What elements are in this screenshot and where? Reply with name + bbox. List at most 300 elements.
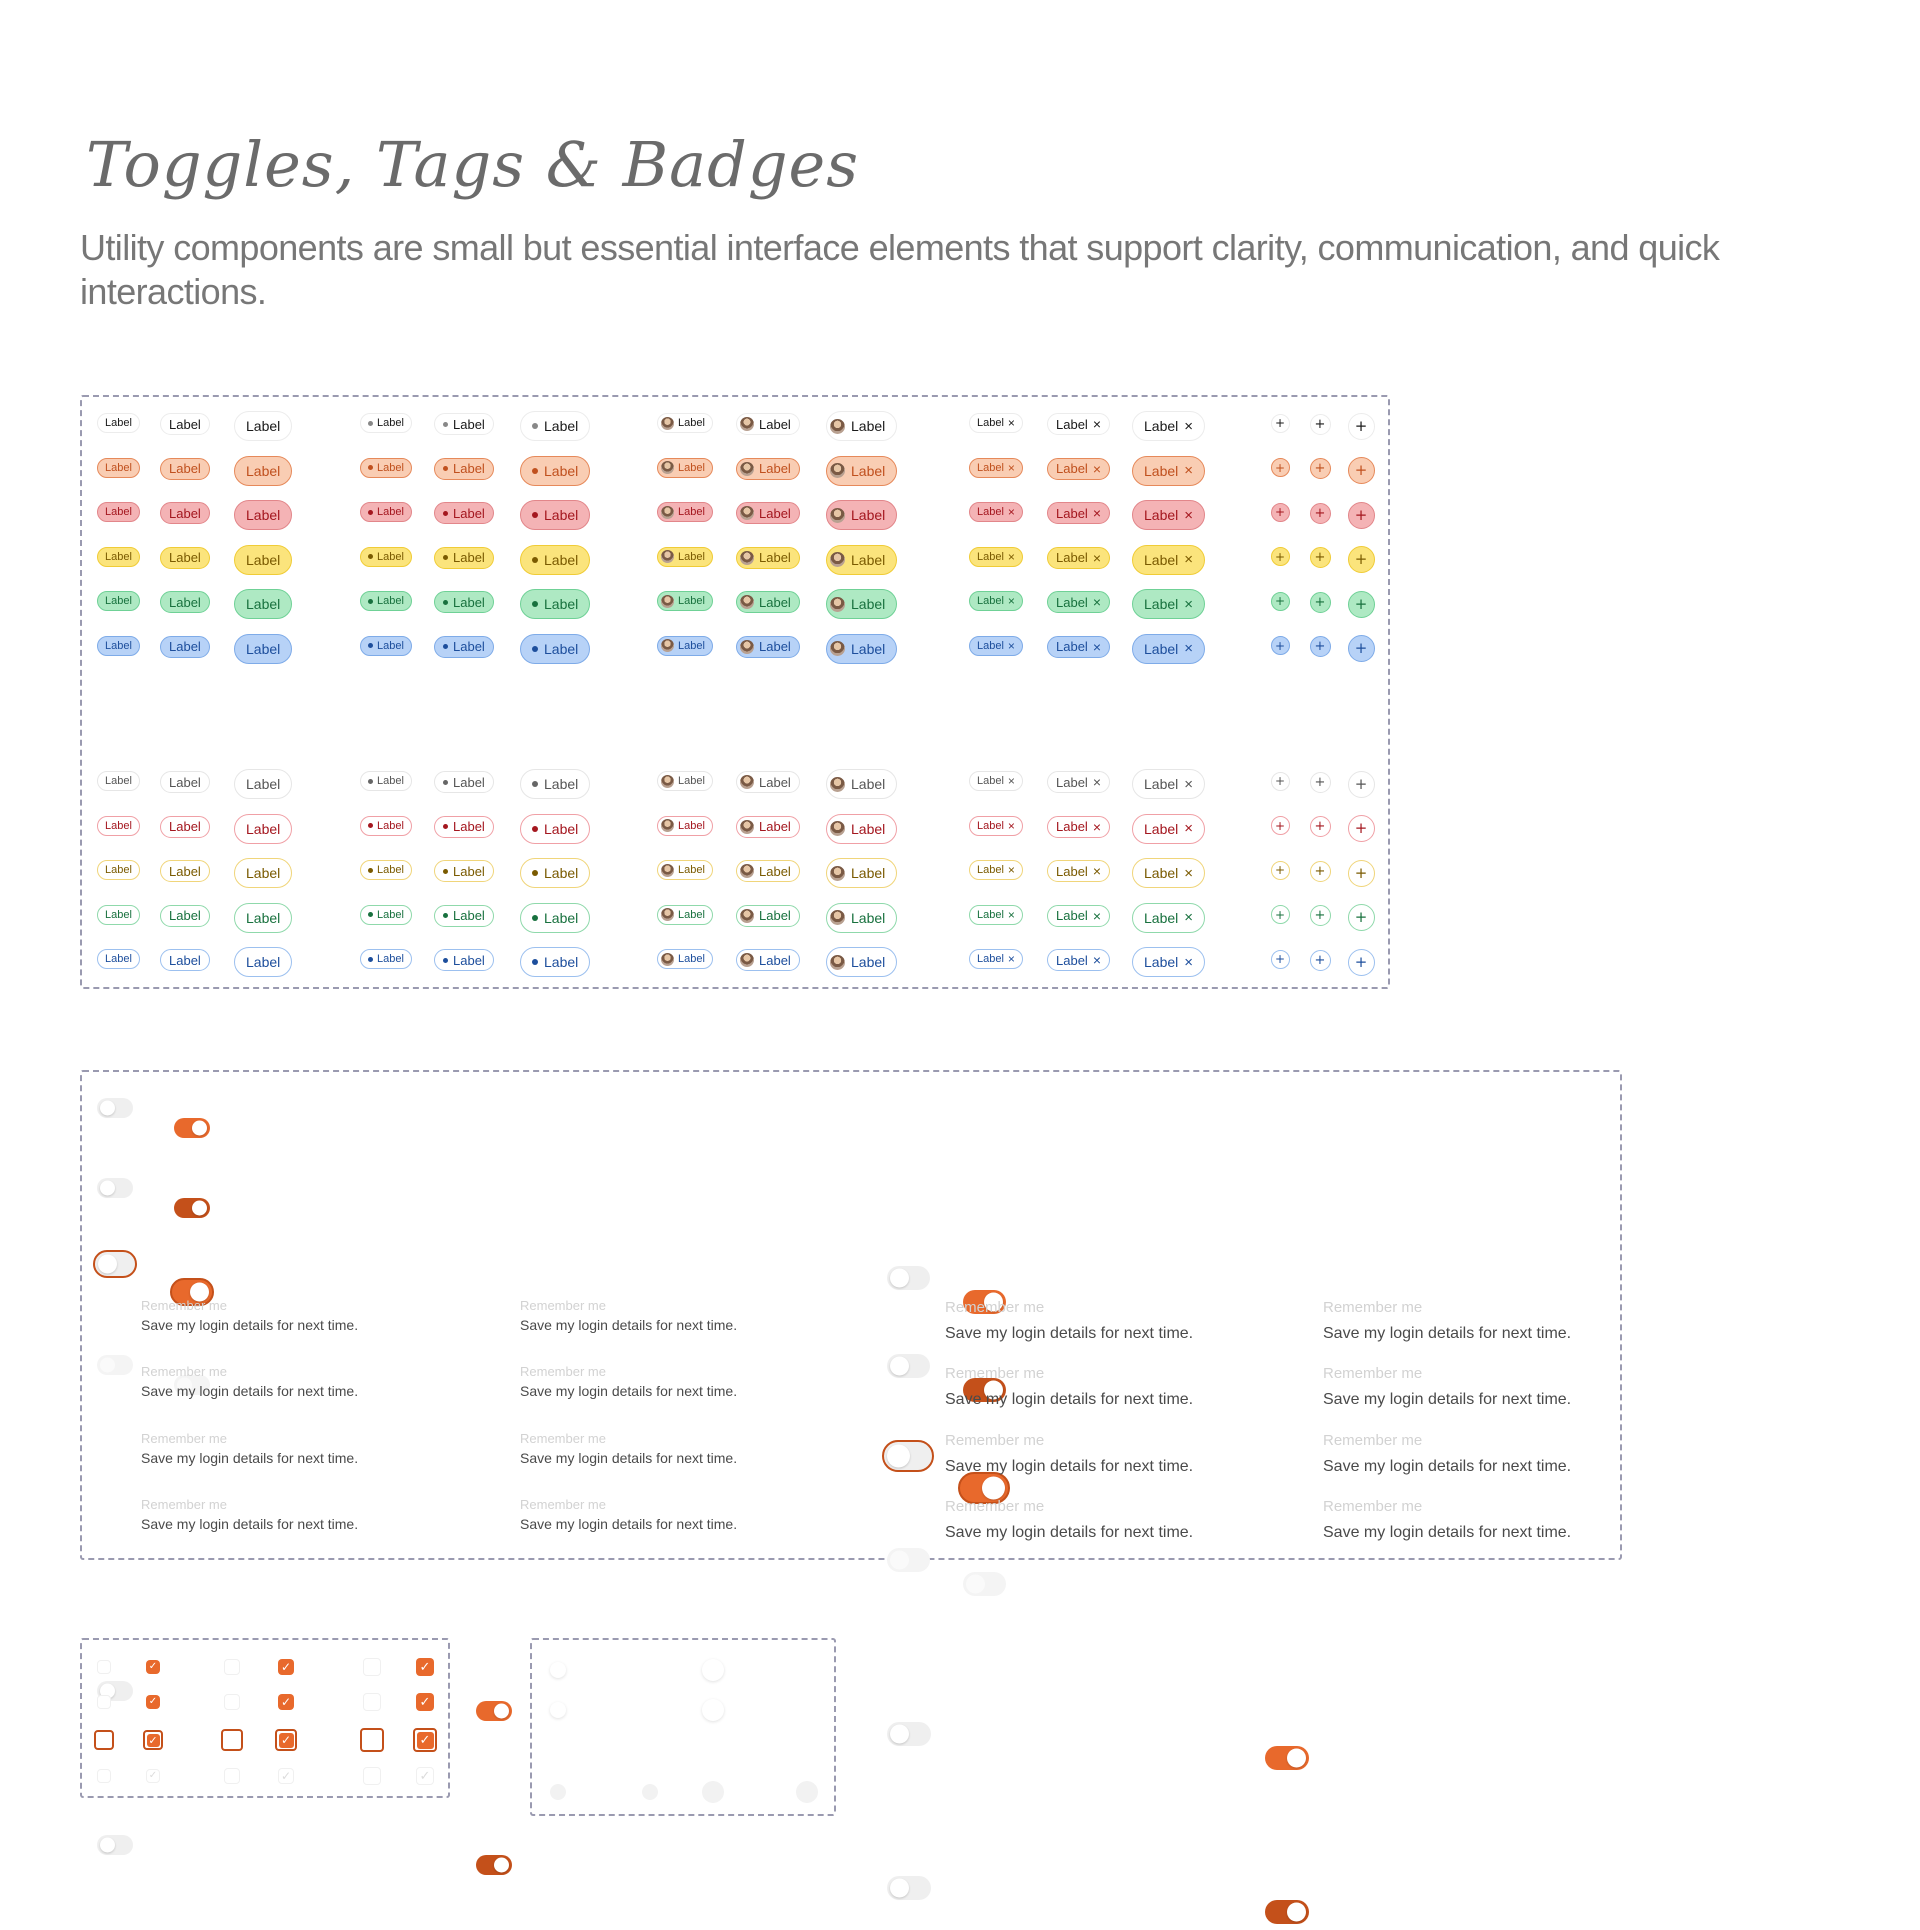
status-dot-icon bbox=[532, 468, 538, 474]
avatar-icon bbox=[830, 597, 845, 612]
avatar-icon bbox=[740, 864, 754, 878]
tag-removable-orange-sm[interactable] bbox=[969, 458, 1023, 478]
tag-dot-red-md[interactable] bbox=[434, 502, 494, 524]
add-tag-button-green-md[interactable] bbox=[1310, 950, 1331, 971]
checkbox-checked-focus[interactable] bbox=[413, 1728, 437, 1752]
close-icon[interactable]: × bbox=[1007, 594, 1015, 608]
plus-icon: + bbox=[1314, 639, 1326, 654]
tag-dot-neutral-md[interactable] bbox=[434, 413, 494, 435]
tag-dot-orange-sm[interactable] bbox=[360, 816, 412, 836]
toggle-on-sm-hover[interactable] bbox=[174, 1198, 210, 1218]
close-icon[interactable]: × bbox=[1092, 416, 1101, 432]
add-tag-button-yellow-md[interactable] bbox=[1310, 547, 1331, 568]
tag-label: Label bbox=[1056, 416, 1088, 432]
checkbox-unchecked-default[interactable] bbox=[363, 1658, 381, 1676]
tag-label: Label bbox=[105, 908, 132, 921]
toggle-knob bbox=[192, 1121, 207, 1136]
tag-dot-neutral-sm[interactable] bbox=[360, 771, 412, 791]
tag-removable-neutral-sm[interactable] bbox=[969, 413, 1023, 433]
close-icon[interactable]: × bbox=[1092, 549, 1101, 566]
tag-avatar-orange-sm[interactable] bbox=[657, 458, 713, 478]
tag-dot-orange-sm[interactable] bbox=[360, 458, 412, 478]
tag-dot-red-lg[interactable] bbox=[520, 858, 590, 888]
tag-avatar-green-lg[interactable] bbox=[826, 589, 897, 619]
tag-avatar-red-lg[interactable] bbox=[826, 500, 897, 530]
tag-plain-orange-sm[interactable] bbox=[97, 816, 140, 836]
tag-plain-red-lg[interactable] bbox=[234, 500, 292, 530]
tag-removable-neutral-lg[interactable] bbox=[1132, 769, 1205, 799]
tag-avatar-neutral-lg[interactable] bbox=[826, 769, 897, 799]
tag-label: Label bbox=[678, 953, 705, 965]
tag-label: Label bbox=[1056, 908, 1088, 923]
tag-removable-green-lg[interactable] bbox=[1132, 589, 1205, 619]
add-tag-button-orange-lg[interactable] bbox=[1348, 457, 1375, 484]
add-tag-button-yellow-lg[interactable] bbox=[1348, 546, 1375, 573]
tag-label: Label bbox=[977, 908, 1004, 921]
close-icon[interactable]: × bbox=[1092, 460, 1101, 477]
tag-removable-yellow-sm[interactable] bbox=[969, 905, 1023, 925]
tag-removable-red-md[interactable] bbox=[1047, 502, 1110, 524]
add-tag-button-yellow-lg[interactable] bbox=[1348, 904, 1375, 931]
tag-label: Label bbox=[377, 953, 404, 965]
toggle-off-md-hover[interactable] bbox=[887, 1354, 930, 1378]
tag-avatar-green-sm[interactable] bbox=[657, 949, 713, 969]
tag-avatar-green-md[interactable] bbox=[736, 949, 800, 971]
switch-off-sm-hover[interactable] bbox=[550, 1702, 566, 1718]
tag-plain-red-sm[interactable] bbox=[97, 502, 140, 522]
tag-avatar-blue-md[interactable] bbox=[736, 636, 800, 658]
close-icon[interactable]: × bbox=[1184, 864, 1194, 882]
tag-removable-neutral-sm[interactable] bbox=[969, 771, 1023, 791]
tag-removable-green-md[interactable] bbox=[1047, 591, 1110, 613]
tag-removable-blue-lg[interactable] bbox=[1132, 634, 1205, 664]
close-icon[interactable]: × bbox=[1007, 818, 1015, 833]
tag-removable-green-sm[interactable] bbox=[969, 591, 1023, 611]
tag-dot-neutral-lg[interactable] bbox=[520, 769, 590, 799]
tag-label: Label bbox=[759, 505, 791, 521]
status-dot-icon bbox=[532, 601, 538, 607]
plus-icon: + bbox=[1314, 505, 1326, 521]
add-tag-button-blue-sm[interactable] bbox=[1271, 636, 1290, 655]
close-icon[interactable]: × bbox=[1184, 820, 1194, 837]
tag-label: Label bbox=[105, 639, 132, 652]
status-dot-icon bbox=[443, 958, 448, 963]
add-tag-button-orange-sm[interactable] bbox=[1271, 458, 1290, 477]
checkbox-unchecked-focus[interactable] bbox=[221, 1729, 243, 1751]
tag-avatar-yellow-lg[interactable] bbox=[826, 903, 897, 933]
tag-plain-green-md[interactable] bbox=[160, 591, 210, 613]
tag-avatar-blue-lg[interactable] bbox=[826, 634, 897, 664]
tag-avatar-yellow-sm[interactable] bbox=[657, 905, 713, 925]
tag-avatar-red-md[interactable] bbox=[736, 860, 800, 882]
close-icon[interactable]: × bbox=[1007, 416, 1015, 430]
tag-removable-orange-md[interactable] bbox=[1047, 458, 1110, 480]
toggle-title: Remember me bbox=[520, 1497, 606, 1512]
tag-dot-blue-lg[interactable] bbox=[520, 634, 590, 664]
labelled-toggle-off-md-hover[interactable] bbox=[887, 1876, 931, 1900]
tag-avatar-green-sm[interactable] bbox=[657, 591, 713, 611]
add-tag-button-yellow-sm[interactable] bbox=[1271, 547, 1290, 566]
tag-avatar-orange-lg[interactable] bbox=[826, 814, 897, 844]
add-tag-button-orange-md[interactable] bbox=[1310, 458, 1331, 479]
checkbox-unchecked-focus[interactable] bbox=[94, 1730, 114, 1750]
tag-label: Label bbox=[105, 550, 132, 563]
close-icon[interactable]: × bbox=[1007, 863, 1015, 877]
close-icon[interactable]: × bbox=[1007, 952, 1015, 966]
checkbox-checked-hover[interactable] bbox=[416, 1693, 434, 1711]
tag-avatar-red-md[interactable] bbox=[736, 502, 800, 524]
checkbox-checked-disabled[interactable] bbox=[278, 1768, 294, 1784]
tag-dot-red-sm[interactable] bbox=[360, 502, 412, 522]
toggle-on-md-disabled[interactable] bbox=[963, 1572, 1006, 1596]
tag-dot-neutral-md[interactable] bbox=[434, 771, 494, 793]
tag-plain-green-md[interactable] bbox=[160, 949, 210, 971]
tag-label: Label bbox=[851, 507, 886, 523]
tag-dot-red-lg[interactable] bbox=[520, 500, 590, 530]
add-tag-button-blue-md[interactable] bbox=[1310, 636, 1331, 657]
tag-removable-orange-lg[interactable] bbox=[1132, 456, 1205, 486]
toggle-off-sm-hover[interactable] bbox=[97, 1178, 133, 1198]
plus-icon: + bbox=[1314, 550, 1326, 565]
tag-avatar-blue-sm[interactable] bbox=[657, 636, 713, 656]
tag-plain-yellow-lg[interactable] bbox=[234, 903, 292, 933]
tag-removable-red-sm[interactable] bbox=[969, 860, 1023, 880]
close-icon[interactable]: × bbox=[1007, 505, 1015, 519]
tag-plain-neutral-lg[interactable] bbox=[234, 411, 292, 441]
plus-icon: + bbox=[1314, 952, 1326, 968]
tag-removable-green-md[interactable] bbox=[1047, 949, 1110, 971]
add-tag-button-green-lg[interactable] bbox=[1348, 591, 1375, 618]
tag-plain-neutral-md[interactable] bbox=[160, 413, 210, 435]
tag-dot-blue-md[interactable] bbox=[434, 636, 494, 658]
add-tag-button-neutral-md[interactable] bbox=[1310, 772, 1331, 793]
tag-label: Label bbox=[1056, 952, 1088, 968]
checkbox-checked-hover[interactable] bbox=[146, 1695, 160, 1709]
tag-removable-orange-md[interactable] bbox=[1047, 816, 1110, 838]
tag-label: Label bbox=[453, 952, 485, 968]
tag-avatar-orange-md[interactable] bbox=[736, 458, 800, 480]
tag-removable-green-lg[interactable] bbox=[1132, 947, 1205, 977]
tag-dot-yellow-lg[interactable] bbox=[520, 903, 590, 933]
labelled-toggle-off-sm-hover[interactable] bbox=[97, 1835, 133, 1855]
toggle-title: Remember me bbox=[1323, 1432, 1423, 1449]
tag-plain-yellow-lg[interactable] bbox=[234, 545, 292, 575]
tag-removable-red-lg[interactable] bbox=[1132, 858, 1205, 888]
tag-label: Label bbox=[169, 819, 201, 834]
checkbox-checked-disabled[interactable] bbox=[146, 1769, 160, 1783]
close-icon[interactable]: × bbox=[1092, 818, 1101, 835]
add-tag-button-neutral-md[interactable] bbox=[1310, 414, 1331, 435]
checkbox-unchecked-hover[interactable] bbox=[97, 1695, 111, 1709]
switch-off-lg-hover[interactable] bbox=[702, 1699, 724, 1721]
tag-removable-yellow-lg[interactable] bbox=[1132, 545, 1205, 575]
tag-plain-neutral-sm[interactable] bbox=[97, 771, 140, 791]
add-tag-button-red-sm[interactable] bbox=[1271, 503, 1290, 522]
tag-dot-green-sm[interactable] bbox=[360, 591, 412, 611]
add-tag-button-green-sm[interactable] bbox=[1271, 950, 1290, 969]
checkbox-checked-focus[interactable] bbox=[143, 1730, 163, 1750]
close-icon[interactable]: × bbox=[1184, 462, 1194, 479]
toggle-off-md-default[interactable] bbox=[887, 1266, 930, 1290]
tag-plain-green-sm[interactable] bbox=[97, 949, 140, 969]
add-tag-button-red-md[interactable] bbox=[1310, 503, 1331, 524]
tag-label: Label bbox=[377, 908, 404, 921]
close-icon[interactable]: × bbox=[1007, 460, 1015, 475]
tag-plain-red-md[interactable] bbox=[160, 860, 210, 882]
toggle-knob bbox=[100, 1358, 115, 1373]
tag-avatar-neutral-lg[interactable] bbox=[826, 411, 897, 441]
avatar-icon bbox=[661, 595, 674, 608]
tag-plain-yellow-md[interactable] bbox=[160, 905, 210, 927]
checkbox-checked-hover[interactable] bbox=[278, 1694, 294, 1710]
tag-avatar-yellow-sm[interactable] bbox=[657, 547, 713, 567]
add-tag-button-neutral-sm[interactable] bbox=[1271, 414, 1290, 433]
add-tag-button-neutral-sm[interactable] bbox=[1271, 772, 1290, 791]
tag-plain-red-sm[interactable] bbox=[97, 860, 140, 880]
tag-avatar-green-lg[interactable] bbox=[826, 947, 897, 977]
tag-avatar-yellow-md[interactable] bbox=[736, 547, 800, 569]
close-icon[interactable]: × bbox=[1092, 505, 1101, 521]
tag-removable-neutral-md[interactable] bbox=[1047, 771, 1110, 793]
add-tag-button-green-lg[interactable] bbox=[1348, 949, 1375, 976]
tag-avatar-neutral-md[interactable] bbox=[736, 771, 800, 793]
tag-removable-blue-md[interactable] bbox=[1047, 636, 1110, 658]
tag-plain-yellow-sm[interactable] bbox=[97, 547, 140, 567]
add-tag-button-red-md[interactable] bbox=[1310, 861, 1331, 882]
status-dot-icon bbox=[368, 823, 373, 828]
close-icon[interactable]: × bbox=[1092, 907, 1101, 924]
tag-dot-orange-lg[interactable] bbox=[520, 456, 590, 486]
tag-removable-yellow-md[interactable] bbox=[1047, 905, 1110, 927]
close-icon[interactable]: × bbox=[1184, 953, 1194, 971]
switch-off-lg-disabled[interactable] bbox=[702, 1781, 724, 1803]
checkbox-unchecked-hover[interactable] bbox=[363, 1693, 381, 1711]
tag-avatar-yellow-lg[interactable] bbox=[826, 545, 897, 575]
tag-dot-green-lg[interactable] bbox=[520, 589, 590, 619]
tag-removable-yellow-md[interactable] bbox=[1047, 547, 1110, 569]
close-icon[interactable]: × bbox=[1184, 506, 1194, 524]
close-icon[interactable]: × bbox=[1007, 638, 1015, 653]
tag-plain-neutral-md[interactable] bbox=[160, 771, 210, 793]
add-tag-button-red-sm[interactable] bbox=[1271, 861, 1290, 880]
tag-avatar-green-md[interactable] bbox=[736, 591, 800, 613]
add-tag-button-neutral-lg[interactable] bbox=[1348, 771, 1375, 798]
tag-plain-yellow-md[interactable] bbox=[160, 547, 210, 569]
tag-dot-blue-sm[interactable] bbox=[360, 636, 412, 656]
checkbox-checked-focus[interactable] bbox=[275, 1729, 297, 1751]
close-icon[interactable]: × bbox=[1092, 863, 1101, 879]
tag-label: Label bbox=[1144, 865, 1179, 881]
add-tag-button-orange-sm[interactable] bbox=[1271, 816, 1290, 835]
tag-removable-orange-lg[interactable] bbox=[1132, 814, 1205, 844]
tag-plain-blue-sm[interactable] bbox=[97, 636, 140, 656]
tag-removable-green-sm[interactable] bbox=[969, 949, 1023, 969]
tag-removable-orange-sm[interactable] bbox=[969, 816, 1023, 836]
tag-dot-orange-lg[interactable] bbox=[520, 814, 590, 844]
tag-plain-green-lg[interactable] bbox=[234, 947, 292, 977]
toggle-off-md-disabled[interactable] bbox=[887, 1548, 930, 1572]
avatar-icon bbox=[740, 820, 754, 834]
tag-plain-red-lg[interactable] bbox=[234, 858, 292, 888]
labelled-toggle-off-md-default[interactable] bbox=[887, 1722, 931, 1746]
add-tag-button-yellow-md[interactable] bbox=[1310, 905, 1331, 926]
tag-plain-neutral-sm[interactable] bbox=[97, 413, 140, 433]
checkbox-unchecked-hover[interactable] bbox=[224, 1694, 240, 1710]
close-icon[interactable]: × bbox=[1092, 774, 1101, 790]
add-tag-button-yellow-sm[interactable] bbox=[1271, 905, 1290, 924]
toggle-off-sm-default[interactable] bbox=[97, 1098, 133, 1118]
tag-removable-blue-sm[interactable] bbox=[969, 636, 1023, 656]
labelled-toggle-on-sm-default[interactable] bbox=[476, 1701, 512, 1721]
tag-plain-red-md[interactable] bbox=[160, 502, 210, 524]
tag-removable-red-lg[interactable] bbox=[1132, 500, 1205, 530]
switch-on-sm-disabled[interactable] bbox=[642, 1784, 658, 1800]
checkbox-checked-default[interactable] bbox=[416, 1658, 434, 1676]
tag-dot-red-sm[interactable] bbox=[360, 860, 412, 880]
tag-plain-blue-lg[interactable] bbox=[234, 634, 292, 664]
close-icon[interactable]: × bbox=[1092, 638, 1101, 655]
avatar-icon bbox=[661, 864, 674, 877]
tag-label: Label bbox=[377, 506, 404, 518]
checkbox-checked-disabled[interactable] bbox=[416, 1767, 434, 1785]
avatar-icon bbox=[830, 508, 845, 523]
add-tag-button-red-lg[interactable] bbox=[1348, 502, 1375, 529]
add-tag-button-red-lg[interactable] bbox=[1348, 860, 1375, 887]
toggle-off-sm-focus[interactable] bbox=[93, 1250, 137, 1278]
tag-label: Label bbox=[453, 908, 485, 923]
checkbox-checked-default[interactable] bbox=[146, 1660, 160, 1674]
checkbox-checked-default[interactable] bbox=[278, 1659, 294, 1675]
toggle-on-sm-default[interactable] bbox=[174, 1118, 210, 1138]
tag-plain-yellow-sm[interactable] bbox=[97, 905, 140, 925]
tag-plain-orange-sm[interactable] bbox=[97, 458, 140, 478]
tag-plain-orange-md[interactable] bbox=[160, 816, 210, 838]
plus-icon: + bbox=[1314, 863, 1326, 879]
tag-label: Label bbox=[169, 505, 201, 521]
plus-icon: + bbox=[1314, 594, 1326, 610]
tag-avatar-yellow-md[interactable] bbox=[736, 905, 800, 927]
tag-dot-yellow-md[interactable] bbox=[434, 905, 494, 927]
tag-removable-yellow-lg[interactable] bbox=[1132, 903, 1205, 933]
tag-removable-neutral-md[interactable] bbox=[1047, 413, 1110, 435]
tag-label: Label bbox=[169, 594, 201, 610]
tag-avatar-red-sm[interactable] bbox=[657, 502, 713, 522]
plus-icon: + bbox=[1314, 774, 1326, 790]
tag-dot-neutral-lg[interactable] bbox=[520, 411, 590, 441]
tag-avatar-orange-lg[interactable] bbox=[826, 456, 897, 486]
tag-dot-yellow-sm[interactable] bbox=[360, 547, 412, 567]
tag-avatar-orange-md[interactable] bbox=[736, 816, 800, 838]
tag-dot-orange-md[interactable] bbox=[434, 816, 494, 838]
tag-dot-neutral-sm[interactable] bbox=[360, 413, 412, 433]
close-icon[interactable]: × bbox=[1184, 640, 1194, 657]
tag-dot-yellow-md[interactable] bbox=[434, 547, 494, 569]
labelled-toggle-on-md-hover[interactable] bbox=[1265, 1900, 1309, 1924]
tag-plain-green-sm[interactable] bbox=[97, 591, 140, 611]
toggle-title: Remember me bbox=[1323, 1498, 1423, 1515]
tag-dot-green-lg[interactable] bbox=[520, 947, 590, 977]
switch-off-sm-default[interactable] bbox=[550, 1662, 566, 1678]
labelled-toggle-on-sm-hover[interactable] bbox=[476, 1855, 512, 1875]
tag-label: Label bbox=[544, 418, 579, 434]
tag-removable-red-sm[interactable] bbox=[969, 502, 1023, 522]
close-icon[interactable]: × bbox=[1092, 952, 1101, 968]
checkbox-unchecked-disabled[interactable] bbox=[363, 1767, 381, 1785]
tag-plain-neutral-lg[interactable] bbox=[234, 769, 292, 799]
tag-plain-orange-lg[interactable] bbox=[234, 456, 292, 486]
tag-avatar-red-lg[interactable] bbox=[826, 858, 897, 888]
labelled-toggle-on-md-default[interactable] bbox=[1265, 1746, 1309, 1770]
checkbox-unchecked-default[interactable] bbox=[224, 1659, 240, 1675]
tag-dot-orange-md[interactable] bbox=[434, 458, 494, 480]
add-tag-button-green-md[interactable] bbox=[1310, 592, 1331, 613]
switch-on-lg-disabled[interactable] bbox=[796, 1781, 818, 1803]
tag-dot-yellow-lg[interactable] bbox=[520, 545, 590, 575]
plus-icon: + bbox=[1354, 416, 1368, 435]
toggle-off-sm-disabled[interactable] bbox=[97, 1355, 133, 1375]
close-icon[interactable]: × bbox=[1092, 594, 1101, 610]
avatar-icon bbox=[830, 866, 845, 881]
tag-label: Label bbox=[169, 908, 201, 923]
checkbox-unchecked-default[interactable] bbox=[97, 1660, 111, 1674]
tag-plain-orange-md[interactable] bbox=[160, 458, 210, 480]
close-icon[interactable]: × bbox=[1007, 774, 1015, 788]
tag-label: Label bbox=[544, 596, 579, 612]
close-icon[interactable]: × bbox=[1184, 775, 1194, 793]
add-tag-button-orange-lg[interactable] bbox=[1348, 815, 1375, 842]
close-icon[interactable]: × bbox=[1184, 909, 1194, 926]
tag-plain-orange-lg[interactable] bbox=[234, 814, 292, 844]
add-tag-button-neutral-lg[interactable] bbox=[1348, 413, 1375, 440]
tag-removable-neutral-lg[interactable] bbox=[1132, 411, 1205, 441]
tag-label: Label bbox=[453, 639, 485, 654]
switch-off-lg-default[interactable] bbox=[702, 1659, 724, 1681]
tag-dot-red-md[interactable] bbox=[434, 860, 494, 882]
tag-dot-green-md[interactable] bbox=[434, 591, 494, 613]
close-icon[interactable]: × bbox=[1184, 595, 1194, 613]
tag-label: Label bbox=[678, 550, 705, 563]
checkbox-unchecked-disabled[interactable] bbox=[224, 1768, 240, 1784]
tag-plain-blue-md[interactable] bbox=[160, 636, 210, 658]
add-tag-button-orange-md[interactable] bbox=[1310, 816, 1331, 837]
tag-plain-green-lg[interactable] bbox=[234, 589, 292, 619]
tag-dot-green-sm[interactable] bbox=[360, 949, 412, 969]
plus-icon: + bbox=[1354, 863, 1368, 882]
checkbox-unchecked-disabled[interactable] bbox=[97, 1769, 111, 1783]
tag-avatar-red-sm[interactable] bbox=[657, 860, 713, 880]
tag-avatar-neutral-md[interactable] bbox=[736, 413, 800, 435]
close-icon[interactable]: × bbox=[1184, 417, 1194, 435]
tag-dot-green-md[interactable] bbox=[434, 949, 494, 971]
checkbox-unchecked-focus[interactable] bbox=[360, 1728, 384, 1752]
add-tag-button-green-sm[interactable] bbox=[1271, 592, 1290, 611]
toggle-description: Save my login details for next time. bbox=[945, 1524, 1194, 1541]
tag-removable-yellow-sm[interactable] bbox=[969, 547, 1023, 567]
switch-off-sm-disabled[interactable] bbox=[550, 1784, 566, 1800]
plus-icon: + bbox=[1314, 819, 1326, 834]
close-icon[interactable]: × bbox=[1007, 549, 1015, 564]
add-tag-button-blue-lg[interactable] bbox=[1348, 635, 1375, 662]
tag-removable-red-md[interactable] bbox=[1047, 860, 1110, 882]
tag-avatar-orange-sm[interactable] bbox=[657, 816, 713, 836]
close-icon[interactable]: × bbox=[1184, 551, 1194, 568]
tag-avatar-neutral-sm[interactable] bbox=[657, 771, 713, 791]
tag-dot-yellow-sm[interactable] bbox=[360, 905, 412, 925]
status-dot-icon bbox=[443, 824, 448, 829]
toggle-off-md-focus[interactable] bbox=[882, 1440, 934, 1472]
tag-avatar-neutral-sm[interactable] bbox=[657, 413, 713, 433]
close-icon[interactable]: × bbox=[1007, 907, 1015, 922]
